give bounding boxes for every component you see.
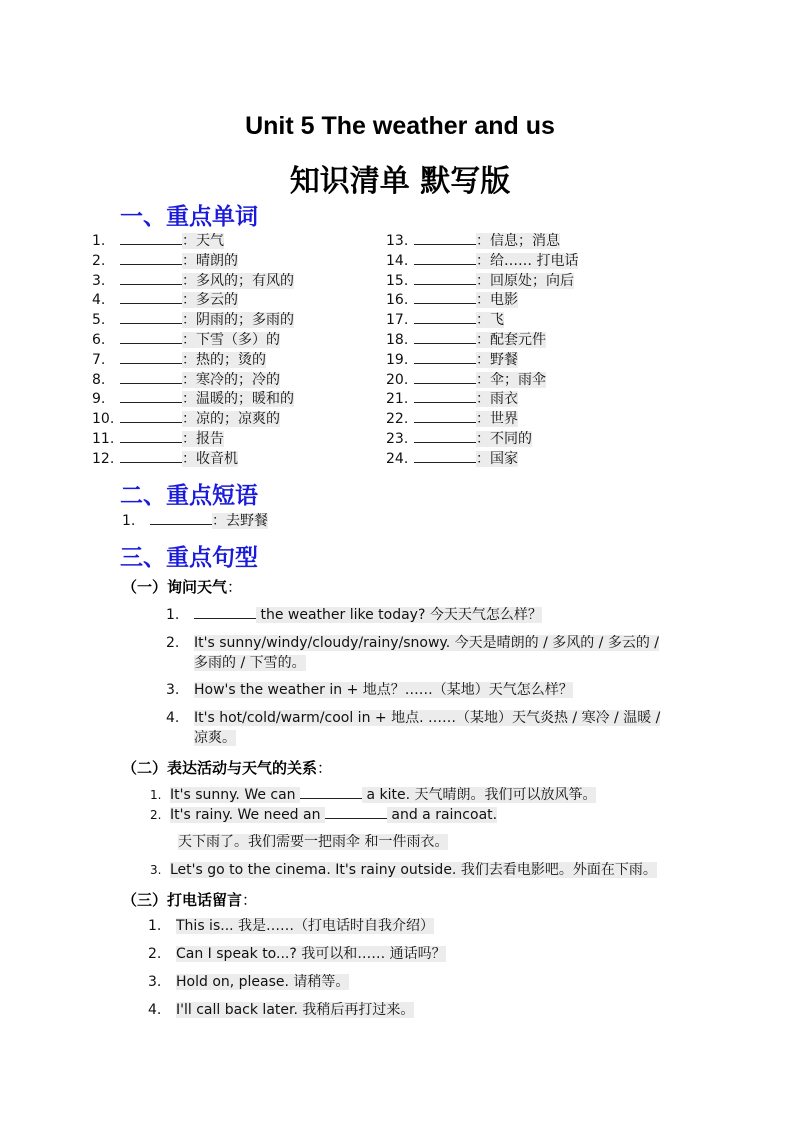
vocab-item: 5. ：阴雨的；多雨的 (92, 312, 294, 329)
answer-blank (414, 232, 476, 245)
vocab-item: 20. ：伞；雨伞 (386, 371, 546, 388)
sentence-item: 3. Hold on, please. 请稍等。 (148, 974, 350, 990)
vocab-item: 6. ：下雪（多）的 (92, 332, 280, 348)
vocab-item: 2. ：晴朗的 (92, 252, 238, 269)
sentence-continuation: 多雨的 / 下雪的。 (194, 655, 306, 671)
vocab-item: 4. ：多云的 (92, 292, 238, 309)
sentence-item: 1. the weather like today? 今天天气怎么样？ (166, 607, 542, 623)
section-key-phrases: 二、重点短语 (120, 483, 258, 509)
vocab-item: 13. ：信息；消息 (386, 233, 560, 249)
sentence-item: 4. It's hot/cold/warm/cool in + 地点. ……（某地）天气炎热 / 寒冷 / 温暖 / (166, 710, 661, 726)
sentence-continuation: 天下雨了。我们需要一把雨伞 和一件雨衣。 (178, 834, 449, 850)
answer-blank (414, 311, 476, 324)
vocab-item: 24. ：国家 (386, 450, 518, 467)
sentence-item: 1. It's sunny. We can a kite. 天气晴朗。我们可以放风筝。 (150, 787, 597, 803)
answer-blank (120, 351, 182, 364)
answer-blank (120, 291, 182, 304)
vocab-item: 14. ：给…… 打电话 (386, 252, 579, 269)
answer-blank (414, 252, 476, 265)
answer-blank (120, 371, 182, 384)
answer-blank (414, 272, 476, 285)
vocab-item: 23. ：不同的 (386, 431, 532, 447)
title-chinese: 知识清单 默写版 (289, 164, 511, 199)
answer-blank (414, 410, 476, 423)
answer-blank (120, 272, 182, 285)
answer-blank (325, 806, 387, 819)
vocab-item: 22. ：世界 (386, 411, 518, 428)
section-key-sentences: 三、重点句型 (120, 545, 258, 571)
vocab-item: 9. ：温暖的；暖和的 (92, 391, 294, 408)
sentence-continuation: 凉爽。 (194, 730, 236, 746)
answer-blank (120, 232, 182, 245)
answer-blank (120, 430, 182, 443)
vocab-item: 12. ：收音机 (92, 450, 238, 467)
answer-blank (120, 450, 182, 463)
section-key-words: 一、重点单词 (120, 204, 258, 230)
sentence-item: 3. Let's go to the cinema. It's rainy outside. 我们去看电影吧。外面在下雨。 (150, 862, 657, 878)
answer-blank (414, 371, 476, 384)
answer-blank (414, 291, 476, 304)
answer-blank (414, 351, 476, 364)
title-english: Unit 5 The weather and us (245, 112, 555, 140)
answer-blank (120, 390, 182, 403)
phrase-item: 1. ：去野餐 (122, 513, 268, 529)
answer-blank (414, 430, 476, 443)
vocab-item: 21. ：雨衣 (386, 391, 518, 408)
vocab-item: 10. ：凉的；凉爽的 (92, 411, 280, 428)
sentence-item: 2. It's sunny/windy/cloudy/rainy/snowy. 今天是晴朗的 / 多风的 / 多云的 / (166, 635, 660, 651)
sentence-item: 1. This is... 我是……（打电话时自我介绍） (148, 918, 435, 934)
vocab-item: 7. ：热的；烫的 (92, 351, 266, 368)
vocab-item: 11. ：报告 (92, 431, 224, 447)
answer-blank (414, 450, 476, 463)
subsection-phone-message: （三）打电话留言： (122, 891, 258, 909)
subsection-activities-weather: （二）表达活动与天气的关系： (122, 759, 333, 777)
sentence-item: 4. I'll call back later. 我稍后再打过来。 (148, 1002, 415, 1018)
answer-blank (300, 786, 362, 799)
vocab-item: 19. ：野餐 (386, 351, 518, 368)
vocab-item: 3. ：多风的；有风的 (92, 272, 294, 289)
vocab-item: 17. ：飞 (386, 312, 504, 329)
vocab-item: 16. ：电影 (386, 292, 518, 309)
answer-blank (414, 331, 476, 344)
vocab-item: 15. ：回原处；向后 (386, 272, 574, 289)
sentence-item: 2. It's rainy. We need an and a raincoat. (150, 807, 498, 823)
subsection-ask-weather: （一）询问天气： (122, 578, 243, 596)
vocab-item: 18. ：配套元件 (386, 332, 546, 348)
answer-blank (150, 512, 212, 525)
sentence-item: 2. Can I speak to...? 我可以和…… 通话吗？ (148, 946, 446, 962)
answer-blank (194, 606, 256, 619)
answer-blank (120, 252, 182, 265)
vocab-item: 8. ：寒冷的；冷的 (92, 371, 280, 388)
answer-blank (120, 311, 182, 324)
sentence-item: 3. How's the weather in + 地点？……（某地）天气怎么样？ (166, 682, 573, 698)
answer-blank (120, 331, 182, 344)
answer-blank (120, 410, 182, 423)
vocab-item: 1. ：天气 (92, 233, 224, 249)
answer-blank (414, 390, 476, 403)
